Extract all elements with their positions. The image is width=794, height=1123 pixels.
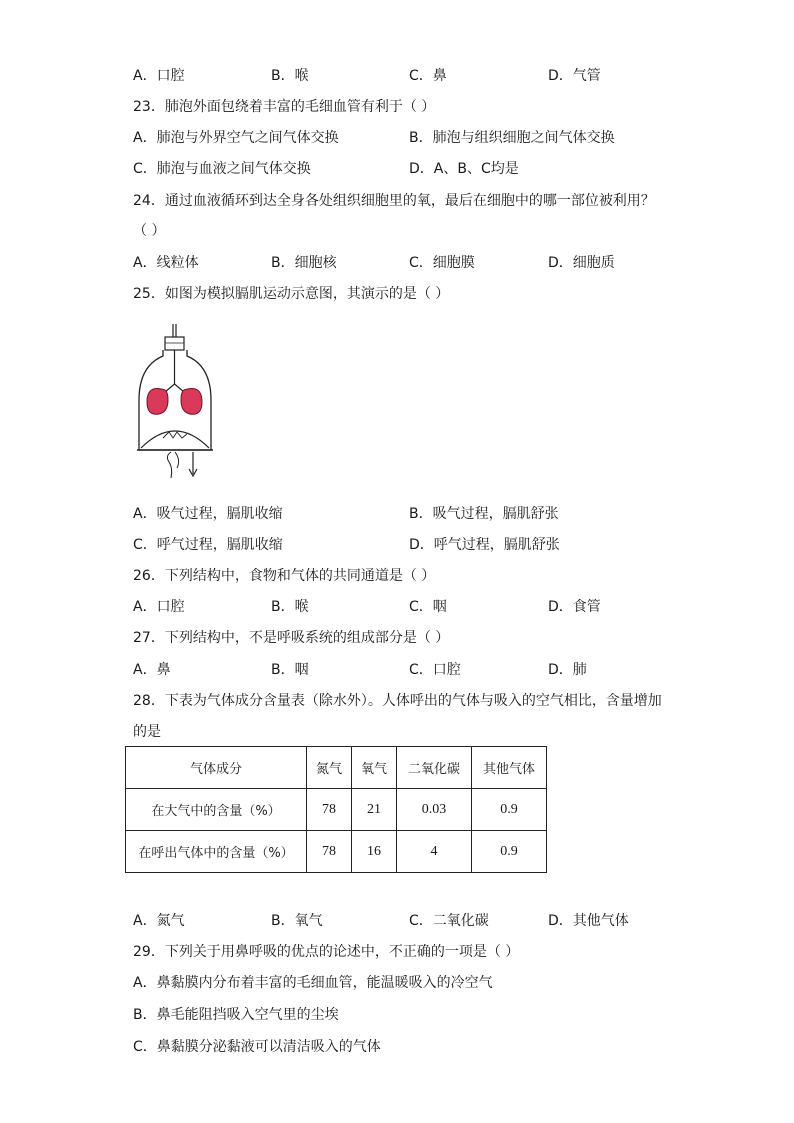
q27-option-c: C．口腔: [409, 662, 461, 678]
q23-option-c: C．肺泡与血液之间气体交换: [133, 161, 311, 177]
q24-stem-cont: （ ）: [133, 223, 166, 239]
table-cell: 4: [397, 831, 472, 873]
q25-stem: 25．如图为模拟膈肌运动示意图，其演示的是（ ）: [133, 286, 450, 302]
q23-option-b: B．肺泡与组织细胞之间气体交换: [409, 130, 615, 146]
table-header-cell: 氮气: [307, 747, 352, 789]
q24-option-d: D．细胞质: [548, 255, 615, 271]
q27-option-a: A．鼻: [133, 662, 171, 678]
q24-options: [133, 253, 693, 273]
q25-options-row1: [133, 504, 693, 524]
q27-options: [133, 660, 693, 680]
q25-option-d: D．呼气过程，膈肌舒张: [409, 537, 560, 553]
q24-option-a: A．线粒体: [133, 255, 199, 271]
q29-stem: 29．下列关于用鼻呼吸的优点的论述中，不正确的一项是（ ）: [133, 944, 520, 960]
table-cell: 21: [352, 789, 397, 831]
rubber-membrane: [141, 431, 209, 448]
q22-option-d: D．气管: [548, 68, 601, 84]
table-cell: 在呼出气体中的含量（%）: [126, 831, 307, 873]
bell-jar-lungs-illustration: [135, 322, 215, 482]
q23-options-row1: [133, 128, 693, 148]
q26-option-b: B．喉: [271, 599, 309, 615]
table-header-cell: 氧气: [352, 747, 397, 789]
q29-option-c: C．鼻黏膜分泌黏液可以清洁吸入的气体: [133, 1039, 381, 1055]
q23-option-a: A．肺泡与外界空气之间气体交换: [133, 130, 339, 146]
q27-option-d: D．肺: [548, 662, 587, 678]
table-cell: 0.9: [472, 831, 547, 873]
table-cell: 0.9: [472, 789, 547, 831]
q22-option-c: C．鼻: [409, 68, 447, 84]
table-row: [126, 831, 547, 873]
q25-option-c: C．呼气过程，膈肌收缩: [133, 537, 283, 553]
q22-options: [133, 66, 693, 86]
q26-option-c: C．咽: [409, 599, 447, 615]
q28-stem: 28．下表为气体成分含量表（除水外）。人体呼出的气体与吸入的空气相比，含量增加: [133, 693, 662, 709]
q23-options-row2: [133, 159, 693, 179]
left-lung: [147, 389, 168, 415]
q28-option-b: B．氧气: [271, 913, 323, 929]
q29-option-a: A．鼻黏膜内分布着丰富的毛细血管，能温暖吸入的冷空气: [133, 975, 493, 991]
table-cell: 16: [352, 831, 397, 873]
table-row: [126, 789, 547, 831]
q28-options: [133, 911, 693, 931]
table-cell: 78: [307, 789, 352, 831]
q25-option-b: B．吸气过程，膈肌舒张: [409, 506, 559, 522]
q22-option-b: B．喉: [271, 68, 309, 84]
q24-stem: 24．通过血液循环到达全身各处组织细胞里的氧，最后在细胞中的哪一部位被利用？: [133, 193, 655, 209]
q29-option-b: B．鼻毛能阻挡吸入空气里的尘埃: [133, 1007, 339, 1023]
q27-option-b: B．咽: [271, 662, 309, 678]
q26-option-a: A．口腔: [133, 599, 185, 615]
table-header-cell: 气体成分: [126, 747, 307, 789]
q27-stem: 27．下列结构中，不是呼吸系统的组成部分是（ ）: [133, 630, 450, 646]
hand: [167, 452, 171, 478]
q24-option-b: B．细胞核: [271, 255, 337, 271]
q28-option-c: C．二氧化碳: [409, 913, 489, 929]
q24-option-c: C．细胞膜: [409, 255, 475, 271]
q25-option-a: A．吸气过程，膈肌收缩: [133, 506, 283, 522]
q26-options: [133, 597, 693, 617]
q28-stem-cont: 的是: [133, 724, 161, 740]
q22-option-a: A．口腔: [133, 68, 185, 84]
right-lung: [181, 389, 202, 415]
diaphragm-model-figure: [135, 322, 215, 482]
q28-option-d: D．其他气体: [548, 913, 629, 929]
gas-composition-table: [125, 746, 547, 873]
table-cell: 0.03: [397, 789, 472, 831]
table-cell: 在大气中的含量（%）: [126, 789, 307, 831]
q23-stem: 23．肺泡外面包绕着丰富的毛细血管有利于（ ）: [133, 99, 436, 115]
table-header-cell: 其他气体: [472, 747, 547, 789]
q25-options-row2: [133, 535, 693, 555]
stopper: [165, 337, 184, 350]
q26-option-d: D．食管: [548, 599, 601, 615]
table-header-cell: 二氧化碳: [397, 747, 472, 789]
q28-option-a: A．氮气: [133, 913, 185, 929]
q26-stem: 26．下列结构中，食物和气体的共同通道是（ ）: [133, 568, 436, 584]
q23-option-d: D．A、B、C均是: [409, 161, 519, 177]
table-header-row: [126, 747, 547, 789]
table-cell: 78: [307, 831, 352, 873]
